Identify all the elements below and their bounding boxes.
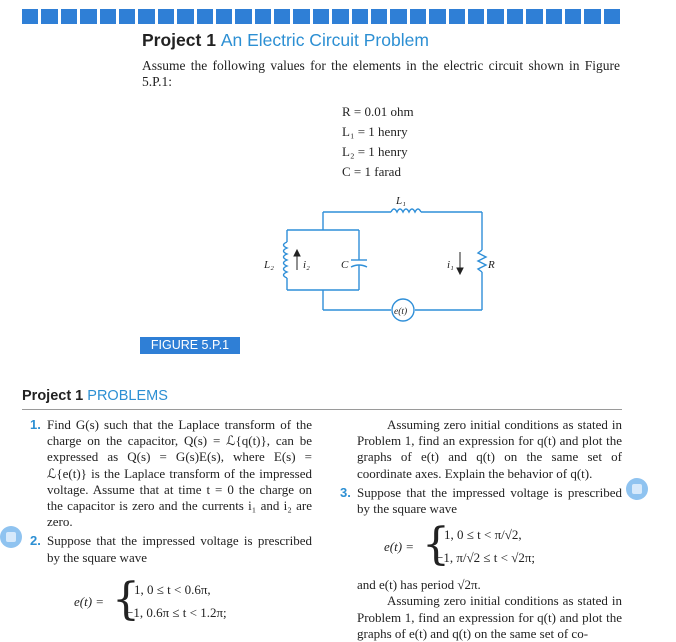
- figure-label: FIGURE 5.P.1: [140, 337, 240, 354]
- section-divider: [22, 409, 622, 410]
- problems-left-column: [30, 417, 312, 632]
- problems-project-label: Project 1: [22, 388, 84, 404]
- problem-2: [30, 533, 312, 565]
- p2-eq-lhs: e(t) =: [74, 593, 105, 609]
- problem-3: [340, 485, 622, 517]
- header-decorative-bar: [22, 9, 620, 24]
- label-i1: i₁: [447, 259, 454, 271]
- label-source: e(t): [394, 307, 408, 317]
- label-c: C: [341, 259, 349, 271]
- problem-3-text: Suppose that the impressed voltage is prescribed by the square wave: [357, 484, 622, 517]
- project-title-text: An Electric Circuit Problem: [220, 30, 429, 50]
- problem-3-marker-icon[interactable]: [626, 478, 648, 500]
- project-label: Project 1: [142, 30, 216, 50]
- label-r: R: [488, 259, 495, 271]
- value-l2: L₂ = 1 henry: [342, 144, 408, 159]
- circuit-diagram: [255, 190, 515, 325]
- problems-right-column: [340, 417, 622, 642]
- problem-2-equation: [30, 573, 312, 626]
- p2-eq-row1: 1, 0 ≤ t < 0.6π,: [134, 581, 211, 597]
- value-c: C = 1 farad: [342, 164, 401, 179]
- problem-2-continued: Assuming zero initial conditions as stated in Problem 1, find an expression for q(t) and plot the graphs of e(t) and q(t) on the same set of coordinate axes. Explain the behavior of q(t).: [357, 417, 622, 481]
- label-l1: L₁: [396, 195, 406, 207]
- problem-2-number: 2.: [30, 533, 41, 549]
- p3-eq-row1: 1, 0 ≤ t < π/√2,: [444, 527, 522, 543]
- problem-1: [30, 417, 312, 530]
- problems-title: PROBLEMS: [87, 388, 168, 404]
- problem-1-number: 1.: [30, 417, 41, 432]
- p3-eq-lhs: e(t) =: [384, 539, 415, 555]
- project-title: [142, 30, 429, 51]
- p2-eq-brace: {: [112, 573, 140, 625]
- problem-2-text: Suppose that the impressed voltage is prescribed by the square wave: [47, 533, 312, 565]
- value-r: R = 0.01 ohm: [342, 104, 414, 119]
- problem-3-continued: Assuming zero initial conditions as stated in Problem 1, find an expression for q(t) and plot the graphs of e(t) and q(t) on the same set of co-: [357, 593, 622, 641]
- p3-eq-row2: −1, π/√2 ≤ t < √2π;: [436, 550, 536, 566]
- label-l2: L₂: [264, 259, 274, 271]
- p3-eq-brace: {: [422, 519, 450, 571]
- problem-2-marker-icon[interactable]: [0, 526, 22, 548]
- value-l1: L₁ = 1 henry: [342, 124, 408, 139]
- label-i2: i₂: [303, 259, 310, 271]
- p2-eq-row2: −1, 0.6π ≤ t < 1.2π;: [126, 604, 227, 620]
- problem-3-period: and e(t) has period √2π.: [357, 577, 481, 593]
- intro-paragraph: Assume the following values for the elements in the electric circuit shown in Figure 5.P.1:: [142, 58, 620, 89]
- problem-3-equation: [340, 519, 622, 571]
- problem-3-number: 3.: [340, 484, 351, 500]
- element-values: [300, 102, 500, 182]
- problem-1-text: Find G(s) such that the Laplace transform of the charge on the capacitor, Q(s) = ℒ{q(t)}, can be expressed as Q(s) = G(s)E(s), where E(s) = ℒ{e(t)} is the Laplace transform of the impressed voltage. Assume that at time t = 0 the charge on the capacitor is zero and the currents i₁ and i₂ are zero.: [47, 417, 312, 530]
- problems-header: [22, 388, 168, 404]
